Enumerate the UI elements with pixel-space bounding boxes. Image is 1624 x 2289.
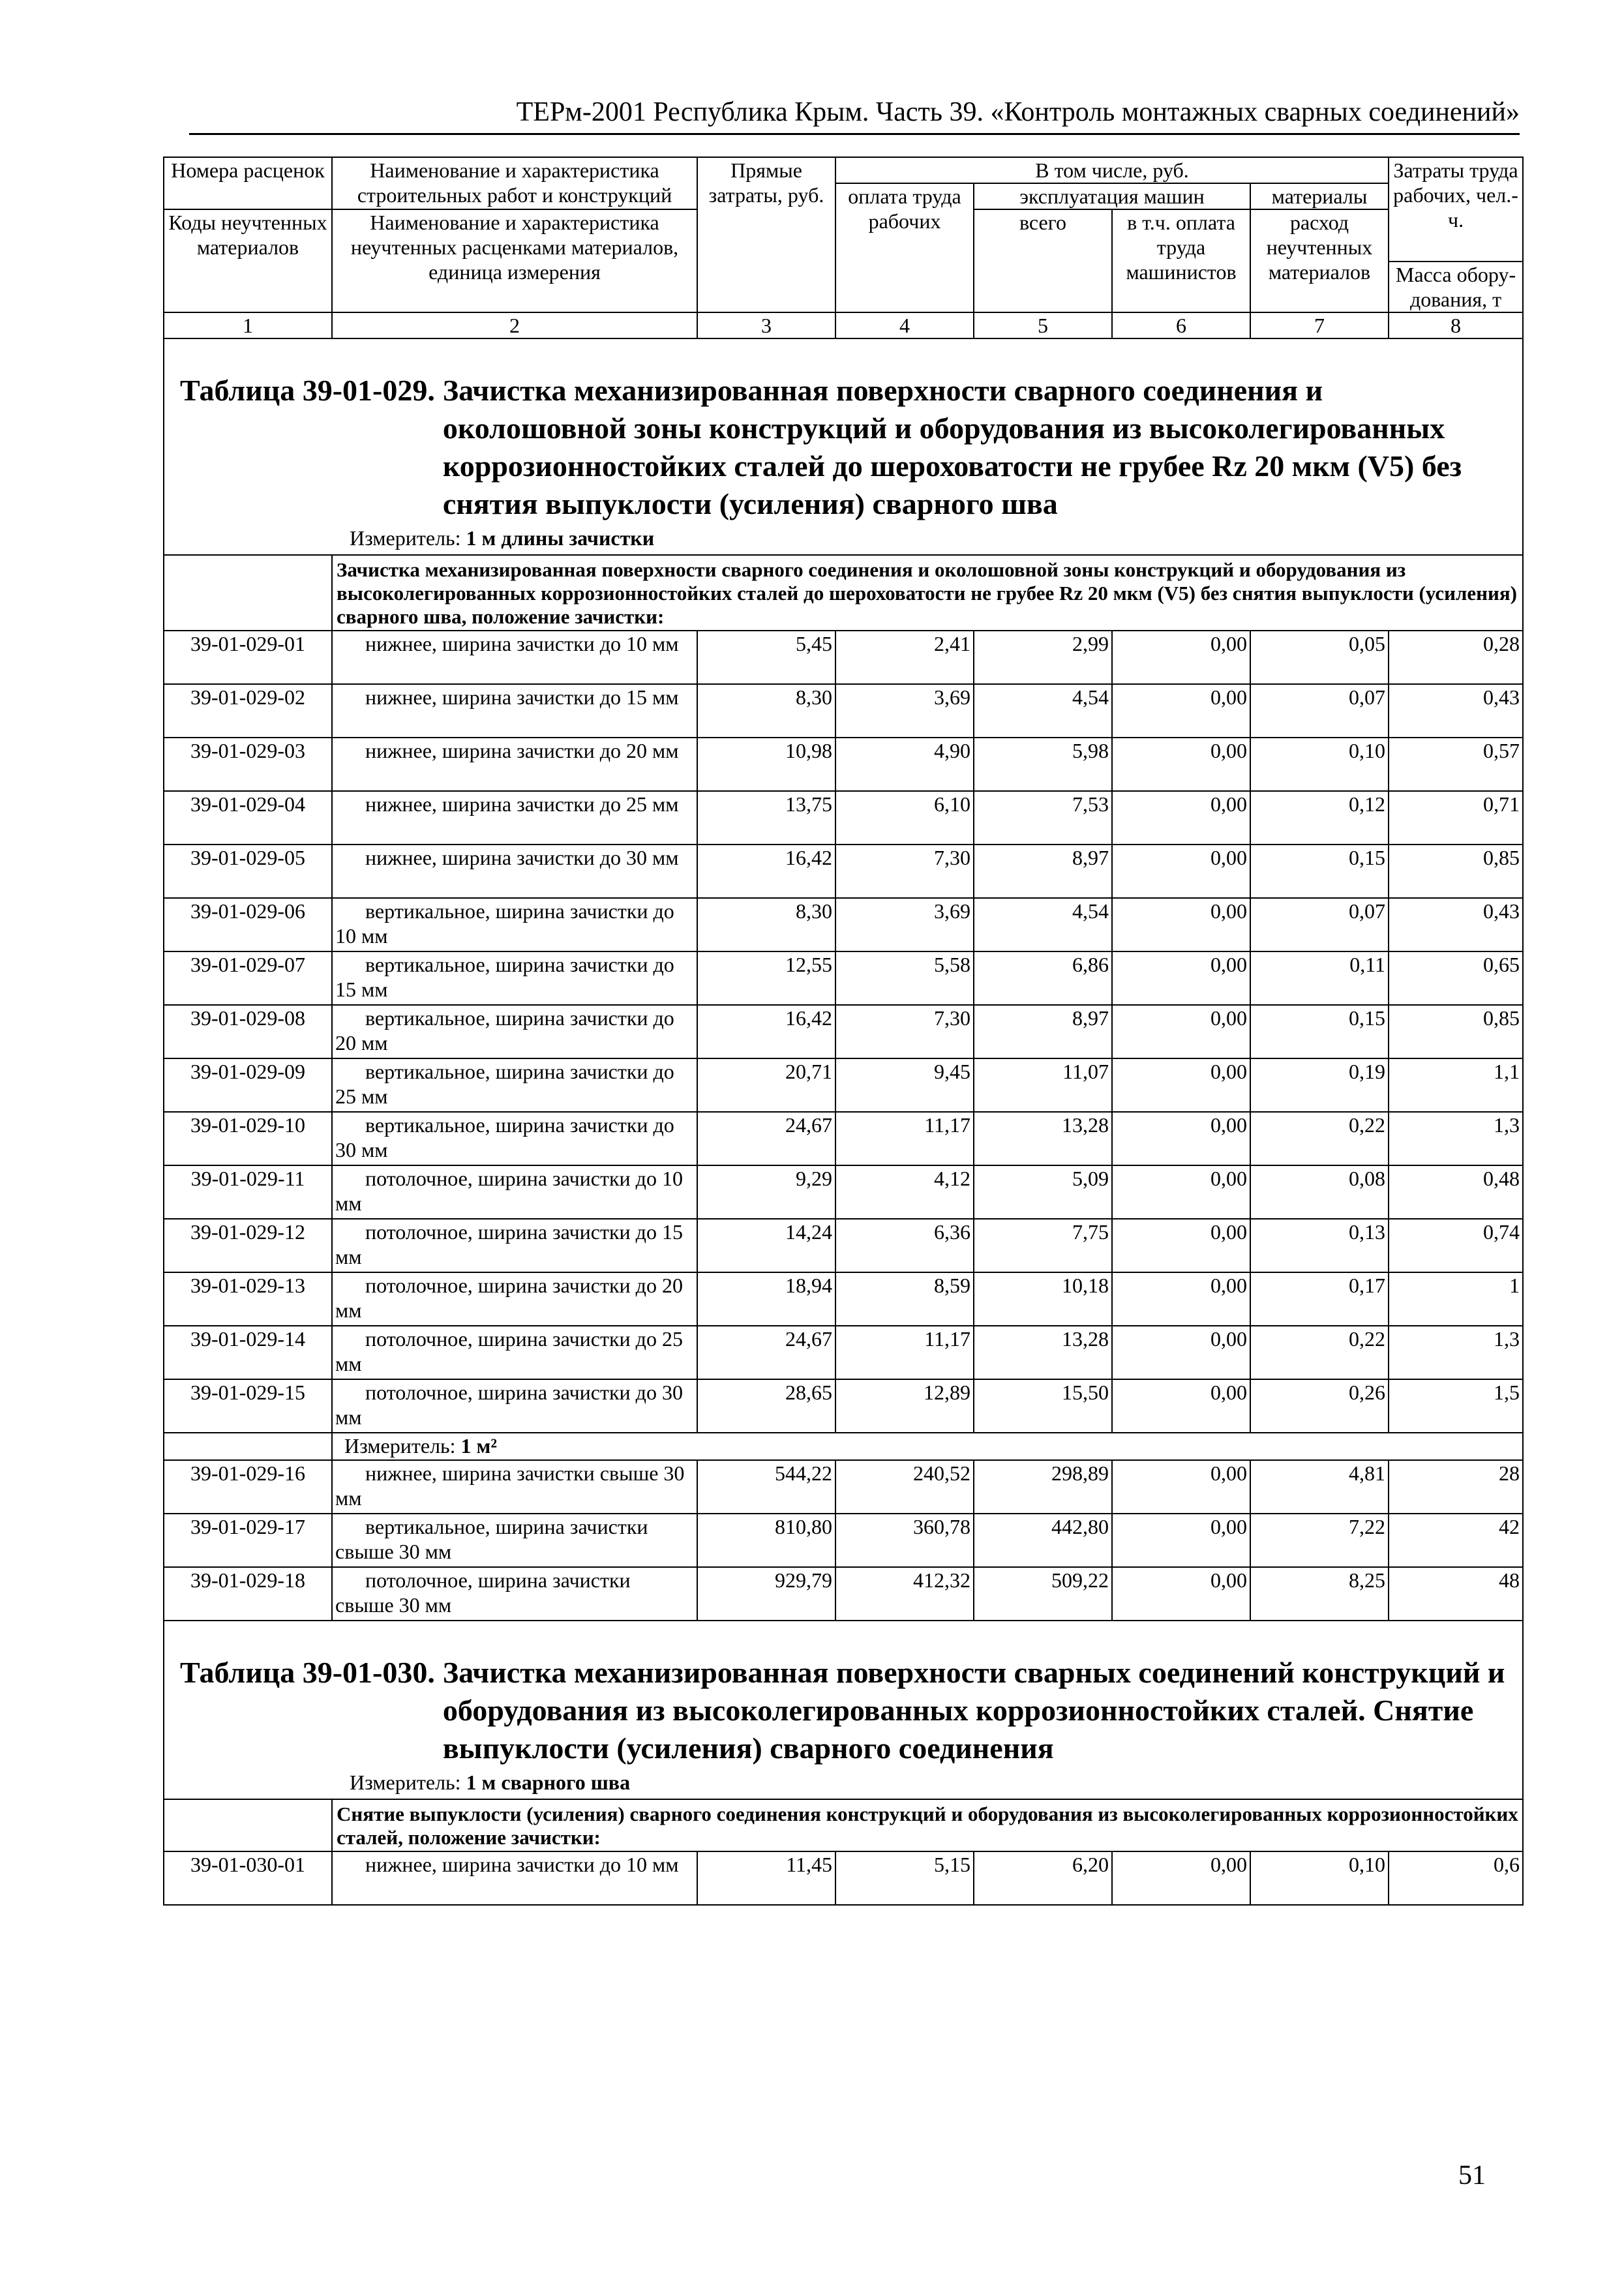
rate-value-c8: 0,43 bbox=[1389, 898, 1523, 951]
column-number: 6 bbox=[1112, 312, 1250, 338]
table-row bbox=[164, 1851, 1523, 1905]
rate-value-c6: 0,00 bbox=[1112, 631, 1250, 684]
rate-name: потолочное, ширина зачистки до 25 мм bbox=[335, 1327, 683, 1375]
rate-value-c6: 0,00 bbox=[1112, 791, 1250, 845]
rate-value-c7: 0,11 bbox=[1250, 951, 1389, 1005]
rate-name: нижнее, ширина зачистки до 15 мм bbox=[365, 685, 679, 709]
rate-value-c3: 11,45 bbox=[697, 1851, 835, 1905]
rate-code: 39-01-029-01 bbox=[164, 631, 332, 684]
table-row bbox=[164, 1272, 1523, 1326]
rate-value-c4: 360,78 bbox=[835, 1514, 974, 1567]
rate-value-c6: 0,00 bbox=[1112, 1219, 1250, 1272]
rate-value-c7: 4,81 bbox=[1250, 1460, 1389, 1514]
table-title bbox=[167, 1621, 1520, 1767]
rate-value-c6: 0,00 bbox=[1112, 1514, 1250, 1567]
rate-name: нижнее, ширина зачистки до 10 мм bbox=[365, 632, 679, 655]
table-title-row bbox=[164, 1621, 1523, 1799]
column-number: 3 bbox=[697, 312, 835, 338]
rate-value-c3: 8,30 bbox=[697, 898, 835, 951]
rate-name: нижнее, ширина зачистки до 25 мм bbox=[365, 792, 679, 816]
rate-value-c6: 0,00 bbox=[1112, 738, 1250, 791]
rate-value-c7: 0,17 bbox=[1250, 1272, 1389, 1326]
rate-value-c5: 8,97 bbox=[974, 845, 1112, 898]
table-number: Таблица 39-01-029. bbox=[180, 374, 435, 407]
rate-name: потолочное, ширина зачистки свыше 30 мм bbox=[335, 1568, 631, 1617]
rate-value-c5: 7,53 bbox=[974, 791, 1112, 845]
col3-header: Прямые затраты, руб. bbox=[697, 157, 835, 312]
rate-value-c7: 0,07 bbox=[1250, 684, 1389, 738]
rate-value-c4: 5,15 bbox=[835, 1851, 974, 1905]
page-number: 51 bbox=[1458, 2161, 1486, 2191]
rate-value-c5: 11,07 bbox=[974, 1058, 1112, 1112]
measure-row bbox=[164, 1433, 1523, 1460]
rate-value-c3: 544,22 bbox=[697, 1460, 835, 1514]
rate-code: 39-01-029-06 bbox=[164, 898, 332, 951]
rate-value-c4: 5,58 bbox=[835, 951, 974, 1005]
incl-header: В том числе, руб. bbox=[835, 157, 1389, 183]
table-heading: Зачистка механизированная поверхности сварного соединения и околошовной зоны конструкций и оборудования из высоколегированных коррозионностойких сталей до шероховатости не грубее Rz 20 мкм (V5) без снятия выпуклости (усиления) сварного шва bbox=[442, 374, 1462, 520]
measure-label: Измеритель: bbox=[350, 526, 461, 550]
measure-value: 1 м² bbox=[460, 1434, 497, 1458]
column-number: 2 bbox=[332, 312, 697, 338]
rate-value-c6: 0,00 bbox=[1112, 1058, 1250, 1112]
rates-table-frame bbox=[163, 157, 1522, 2080]
table-row bbox=[164, 631, 1523, 684]
column-number: 4 bbox=[835, 312, 974, 338]
rate-code: 39-01-029-18 bbox=[164, 1567, 332, 1621]
rate-value-c5: 13,28 bbox=[974, 1112, 1112, 1165]
rate-value-c5: 8,97 bbox=[974, 1005, 1112, 1058]
col6-header: в т.ч. оплата труда машинистов bbox=[1112, 209, 1250, 312]
rate-value-c4: 7,30 bbox=[835, 845, 974, 898]
rate-value-c8: 48 bbox=[1389, 1567, 1523, 1621]
rate-value-c5: 2,99 bbox=[974, 631, 1112, 684]
rate-value-c4: 8,59 bbox=[835, 1272, 974, 1326]
rate-value-c3: 16,42 bbox=[697, 845, 835, 898]
rate-code: 39-01-029-11 bbox=[164, 1165, 332, 1219]
rate-code: 39-01-029-17 bbox=[164, 1514, 332, 1567]
table-row bbox=[164, 1112, 1523, 1165]
rate-value-c7: 8,25 bbox=[1250, 1567, 1389, 1621]
rate-value-c8: 0,74 bbox=[1389, 1219, 1523, 1272]
rate-code: 39-01-029-08 bbox=[164, 1005, 332, 1058]
rate-value-c6: 0,00 bbox=[1112, 1567, 1250, 1621]
column-numbers-row bbox=[164, 312, 1523, 338]
rate-code: 39-01-030-01 bbox=[164, 1851, 332, 1905]
rate-value-c7: 0,07 bbox=[1250, 898, 1389, 951]
measure-label: Измеритель: bbox=[350, 1771, 461, 1794]
rate-value-c3: 14,24 bbox=[697, 1219, 835, 1272]
table-heading: Зачистка механизированная поверхности сварных соединений конструкций и оборудования из высоколегированных коррозионностойких сталей. Снятие выпуклости (усиления) сварного соединения bbox=[442, 1656, 1505, 1765]
rate-name: потолочное, ширина зачистки до 15 мм bbox=[335, 1220, 683, 1268]
table-row bbox=[164, 1514, 1523, 1567]
rate-value-c6: 0,00 bbox=[1112, 1379, 1250, 1433]
rate-name: вертикальное, ширина зачистки свыше 30 мм bbox=[335, 1515, 648, 1563]
rate-value-c5: 4,54 bbox=[974, 684, 1112, 738]
col8-header: Затраты труда рабочих, чел.-ч. bbox=[1389, 157, 1523, 262]
rate-value-c8: 0,48 bbox=[1389, 1165, 1523, 1219]
column-number: 7 bbox=[1250, 312, 1389, 338]
rate-value-c4: 11,17 bbox=[835, 1112, 974, 1165]
rate-value-c7: 0,22 bbox=[1250, 1112, 1389, 1165]
machines-header: эксплуатация машин bbox=[974, 183, 1250, 209]
rate-value-c4: 2,41 bbox=[835, 631, 974, 684]
rate-value-c3: 9,29 bbox=[697, 1165, 835, 1219]
rate-value-c6: 0,00 bbox=[1112, 1112, 1250, 1165]
col1-header: Номера расценок bbox=[164, 157, 332, 209]
rate-value-c6: 0,00 bbox=[1112, 1460, 1250, 1514]
rate-value-c3: 20,71 bbox=[697, 1058, 835, 1112]
measure-value: 1 м сварного шва bbox=[466, 1771, 631, 1794]
table-row bbox=[164, 684, 1523, 738]
rate-value-c3: 16,42 bbox=[697, 1005, 835, 1058]
table-row bbox=[164, 1326, 1523, 1379]
rate-value-c5: 298,89 bbox=[974, 1460, 1112, 1514]
table-title bbox=[167, 339, 1520, 523]
rate-name: нижнее, ширина зачистки свыше 30 мм bbox=[335, 1461, 685, 1510]
rate-value-c8: 0,57 bbox=[1389, 738, 1523, 791]
table-row bbox=[164, 951, 1523, 1005]
rate-value-c5: 4,54 bbox=[974, 898, 1112, 951]
column-number: 8 bbox=[1389, 312, 1523, 338]
measure-value: 1 м длины зачистки bbox=[466, 526, 655, 550]
rate-value-c7: 0,05 bbox=[1250, 631, 1389, 684]
group-row bbox=[164, 555, 1523, 631]
rate-value-c5: 5,09 bbox=[974, 1165, 1112, 1219]
rate-code: 39-01-029-15 bbox=[164, 1379, 332, 1433]
table-row bbox=[164, 791, 1523, 845]
rate-value-c7: 0,15 bbox=[1250, 845, 1389, 898]
table-row bbox=[164, 1567, 1523, 1621]
rate-value-c8: 1,3 bbox=[1389, 1326, 1523, 1379]
rate-value-c6: 0,00 bbox=[1112, 1005, 1250, 1058]
col8-subheader: Масса обору-дования, т bbox=[1389, 262, 1523, 312]
running-header: ТЕРм-2001 Республика Крым. Часть 39. «Контроль монтажных сварных соединений» bbox=[516, 97, 1520, 127]
materials-header: материалы bbox=[1250, 183, 1389, 209]
rate-value-c3: 24,67 bbox=[697, 1112, 835, 1165]
rate-code: 39-01-029-13 bbox=[164, 1272, 332, 1326]
rate-code: 39-01-029-03 bbox=[164, 738, 332, 791]
rate-value-c6: 0,00 bbox=[1112, 684, 1250, 738]
rate-name: потолочное, ширина зачистки до 20 мм bbox=[335, 1274, 683, 1322]
rate-code: 39-01-029-04 bbox=[164, 791, 332, 845]
column-number: 1 bbox=[164, 312, 332, 338]
group-description: Снятие выпуклости (усиления) сварного соединения конструкций и оборудования из высоколегированных коррозионностойких сталей, положение зачистки: bbox=[332, 1799, 1523, 1851]
table-row bbox=[164, 738, 1523, 791]
rate-name: нижнее, ширина зачистки до 30 мм bbox=[365, 846, 679, 869]
rate-value-c4: 11,17 bbox=[835, 1326, 974, 1379]
rate-value-c3: 8,30 bbox=[697, 684, 835, 738]
rate-value-c4: 412,32 bbox=[835, 1567, 974, 1621]
rate-value-c6: 0,00 bbox=[1112, 845, 1250, 898]
column-number: 5 bbox=[974, 312, 1112, 338]
rate-value-c4: 3,69 bbox=[835, 684, 974, 738]
col2-subheader: Наименование и характеристика неучтенных расценками материалов, единица измерения bbox=[332, 209, 697, 312]
rate-value-c3: 24,67 bbox=[697, 1326, 835, 1379]
rate-value-c8: 0,85 bbox=[1389, 845, 1523, 898]
rate-value-c5: 15,50 bbox=[974, 1379, 1112, 1433]
measure-line bbox=[167, 1767, 1520, 1799]
rate-value-c6: 0,00 bbox=[1112, 1851, 1250, 1905]
rate-name: вертикальное, ширина зачистки до 25 мм bbox=[335, 1060, 674, 1108]
rate-value-c4: 240,52 bbox=[835, 1460, 974, 1514]
table-row bbox=[164, 1005, 1523, 1058]
header-rule bbox=[189, 133, 1520, 135]
table-number: Таблица 39-01-030. bbox=[180, 1656, 435, 1689]
rate-value-c4: 6,36 bbox=[835, 1219, 974, 1272]
table-row bbox=[164, 1058, 1523, 1112]
rate-value-c8: 1 bbox=[1389, 1272, 1523, 1326]
rate-value-c3: 10,98 bbox=[697, 738, 835, 791]
rate-name: потолочное, ширина зачистки до 30 мм bbox=[335, 1381, 683, 1429]
table-row bbox=[164, 845, 1523, 898]
rates-table bbox=[163, 157, 1524, 1906]
rate-code: 39-01-029-07 bbox=[164, 951, 332, 1005]
rate-name: нижнее, ширина зачистки до 10 мм bbox=[365, 1853, 679, 1876]
rate-value-c7: 0,26 bbox=[1250, 1379, 1389, 1433]
rate-value-c3: 18,94 bbox=[697, 1272, 835, 1326]
rate-code: 39-01-029-12 bbox=[164, 1219, 332, 1272]
rate-value-c4: 3,69 bbox=[835, 898, 974, 951]
rate-name: вертикальное, ширина зачистки до 15 мм bbox=[335, 953, 674, 1001]
rate-value-c3: 28,65 bbox=[697, 1379, 835, 1433]
rate-value-c5: 442,80 bbox=[974, 1514, 1112, 1567]
rate-value-c8: 1,5 bbox=[1389, 1379, 1523, 1433]
group-description: Зачистка механизированная поверхности сварного соединения и околошовной зоны конструкций и оборудования из высоколегированных коррозионностойких сталей до шероховатости не грубее Rz 20 мкм (V5) без снятия выпуклости (усиления) сварного шва, положение зачистки: bbox=[332, 555, 1523, 631]
rate-value-c7: 0,12 bbox=[1250, 791, 1389, 845]
rate-value-c8: 42 bbox=[1389, 1514, 1523, 1567]
table-row bbox=[164, 1165, 1523, 1219]
col7-header: расход неучтенных материалов bbox=[1250, 209, 1389, 312]
rate-value-c7: 0,22 bbox=[1250, 1326, 1389, 1379]
table-row bbox=[164, 898, 1523, 951]
rate-value-c4: 6,10 bbox=[835, 791, 974, 845]
rate-value-c5: 13,28 bbox=[974, 1326, 1112, 1379]
col5-header: всего bbox=[974, 209, 1112, 312]
table-title-row bbox=[164, 338, 1523, 555]
rate-value-c3: 810,80 bbox=[697, 1514, 835, 1567]
col1-subheader: Коды неучтенных материалов bbox=[164, 209, 332, 312]
rate-value-c5: 6,20 bbox=[974, 1851, 1112, 1905]
rate-value-c8: 28 bbox=[1389, 1460, 1523, 1514]
rate-value-c6: 0,00 bbox=[1112, 898, 1250, 951]
rate-value-c6: 0,00 bbox=[1112, 1326, 1250, 1379]
rate-value-c5: 7,75 bbox=[974, 1219, 1112, 1272]
rate-value-c4: 4,12 bbox=[835, 1165, 974, 1219]
rate-value-c8: 1,3 bbox=[1389, 1112, 1523, 1165]
rate-value-c8: 0,71 bbox=[1389, 791, 1523, 845]
rate-name: потолочное, ширина зачистки до 10 мм bbox=[335, 1167, 683, 1215]
rate-value-c8: 0,65 bbox=[1389, 951, 1523, 1005]
rate-value-c7: 0,08 bbox=[1250, 1165, 1389, 1219]
rate-value-c3: 12,55 bbox=[697, 951, 835, 1005]
measure-label: Измеритель: bbox=[344, 1434, 456, 1458]
rate-value-c4: 12,89 bbox=[835, 1379, 974, 1433]
rate-value-c8: 1,1 bbox=[1389, 1058, 1523, 1112]
rate-value-c7: 0,10 bbox=[1250, 1851, 1389, 1905]
col4-header: оплата труда рабочих bbox=[835, 183, 974, 312]
rate-value-c5: 6,86 bbox=[974, 951, 1112, 1005]
measure-line bbox=[167, 523, 1520, 554]
rate-value-c7: 0,15 bbox=[1250, 1005, 1389, 1058]
rate-value-c7: 0,10 bbox=[1250, 738, 1389, 791]
rate-value-c3: 13,75 bbox=[697, 791, 835, 845]
rate-code: 39-01-029-10 bbox=[164, 1112, 332, 1165]
rate-value-c7: 0,19 bbox=[1250, 1058, 1389, 1112]
rate-name: вертикальное, ширина зачистки до 30 мм bbox=[335, 1113, 674, 1161]
rate-value-c4: 7,30 bbox=[835, 1005, 974, 1058]
rate-value-c8: 0,85 bbox=[1389, 1005, 1523, 1058]
rate-value-c5: 5,98 bbox=[974, 738, 1112, 791]
rate-value-c5: 509,22 bbox=[974, 1567, 1112, 1621]
rate-name: вертикальное, ширина зачистки до 10 мм bbox=[335, 899, 674, 948]
table-row bbox=[164, 1219, 1523, 1272]
rate-value-c4: 9,45 bbox=[835, 1058, 974, 1112]
rate-code: 39-01-029-09 bbox=[164, 1058, 332, 1112]
rate-value-c5: 10,18 bbox=[974, 1272, 1112, 1326]
rate-code: 39-01-029-16 bbox=[164, 1460, 332, 1514]
rate-value-c6: 0,00 bbox=[1112, 1165, 1250, 1219]
rate-value-c3: 929,79 bbox=[697, 1567, 835, 1621]
rate-value-c6: 0,00 bbox=[1112, 951, 1250, 1005]
rate-name: нижнее, ширина зачистки до 20 мм bbox=[365, 739, 679, 762]
table-row bbox=[164, 1379, 1523, 1433]
group-row bbox=[164, 1799, 1523, 1851]
rate-name: вертикальное, ширина зачистки до 20 мм bbox=[335, 1006, 674, 1055]
rate-value-c3: 5,45 bbox=[697, 631, 835, 684]
rate-code: 39-01-029-14 bbox=[164, 1326, 332, 1379]
rate-code: 39-01-029-02 bbox=[164, 684, 332, 738]
rate-value-c8: 0,43 bbox=[1389, 684, 1523, 738]
rate-value-c8: 0,6 bbox=[1389, 1851, 1523, 1905]
table-row bbox=[164, 1460, 1523, 1514]
rate-value-c4: 4,90 bbox=[835, 738, 974, 791]
rate-value-c6: 0,00 bbox=[1112, 1272, 1250, 1326]
rate-value-c7: 0,13 bbox=[1250, 1219, 1389, 1272]
rate-value-c7: 7,22 bbox=[1250, 1514, 1389, 1567]
rate-code: 39-01-029-05 bbox=[164, 845, 332, 898]
col2-header: Наименование и характеристика строительных работ и конструкций bbox=[332, 157, 697, 209]
rate-value-c8: 0,28 bbox=[1389, 631, 1523, 684]
